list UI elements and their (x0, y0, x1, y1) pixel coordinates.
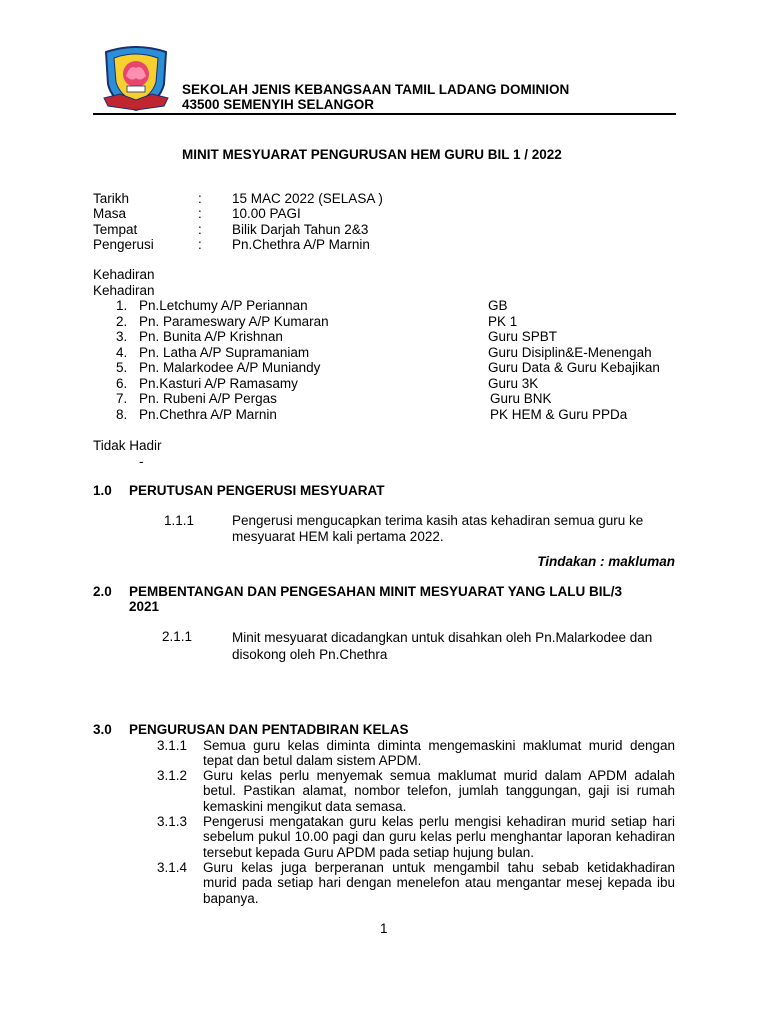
attendee-name: Pn.Letchumy A/P Periannan (139, 298, 308, 313)
attendee-number: 6. (116, 376, 128, 391)
item-text: Guru kelas juga berperanan untuk mengambil tahu sebab ketidakhadiran murid pada setiap hari dengan menelefon atau mengantar mesej kepada ibu bapanya. (203, 860, 675, 906)
section-title-continued: 2021 (129, 599, 160, 614)
meta-sep: : (198, 191, 202, 206)
attendee-number: 1. (116, 298, 128, 313)
meta-sep: : (198, 222, 202, 237)
meta-value-place: Bilik Darjah Tahun 2&3 (232, 222, 369, 237)
school-address: 43500 SEMENYIH SELANGOR (182, 97, 375, 112)
page-number: 1 (380, 921, 388, 936)
section-title: PEMBENTANGAN DAN PENGESAHAN MINIT MESYUARAT YANG LALU BIL/3 (129, 584, 623, 599)
school-logo (100, 44, 172, 114)
attendee-name: Pn.Chethra A/P Marnin (139, 407, 277, 422)
attendee-role: PK 1 (488, 314, 518, 329)
attendee-number: 5. (116, 360, 128, 375)
attendee-name: Pn. Bunita A/P Krishnan (139, 329, 283, 344)
section-number: 2.0 (93, 584, 112, 599)
meta-sep: : (198, 237, 202, 252)
attendee-number: 4. (116, 345, 128, 360)
page-title: MINIT MESYUARAT PENGURUSAN HEM GURU BIL 1 / 2022 (182, 147, 562, 162)
meta-label-place: Tempat (93, 222, 138, 237)
meta-value-chair: Pn.Chethra A/P Marnin (232, 237, 370, 252)
attendance-heading: Kehadiran (93, 267, 155, 282)
school-name: SEKOLAH JENIS KEBANGSAAN TAMIL LADANG DOMINION (182, 82, 570, 97)
item-number: 3.1.3 (157, 814, 188, 829)
header-divider (93, 113, 676, 115)
attendance-heading: Kehadiran (93, 283, 155, 298)
absent-label: Tidak Hadir (93, 438, 162, 453)
school-crest-icon (100, 44, 172, 114)
absent-value: - (139, 454, 144, 469)
item-number: 3.1.4 (157, 860, 188, 875)
item-text: Guru kelas perlu menyemak semua maklumat murid dalam APDM adalah betul. Pastikan alamat, nombor telefon, jumlah tanggungan, gaji isi rumah kemaskini mengikut data semasa. (203, 768, 675, 814)
attendee-number: 3. (116, 329, 128, 344)
item-text: Pengerusi mengucapkan terima kasih atas kehadiran semua guru ke mesyuarat HEM kali pertama 2022. (232, 513, 644, 544)
section-number: 1.0 (93, 483, 112, 498)
meta-sep: : (198, 206, 202, 221)
attendee-role: Guru Data & Guru Kebajikan (488, 360, 660, 375)
item-text: Pengerusi mengatakan guru kelas perlu mengisi kehadiran murid setiap hari sebelum pukul 10.00 pagi dan guru kelas perlu menghantar laporan kehadiran tersebut kepada Guru APDM pada setiap hujung bulan. (203, 814, 675, 860)
attendee-number: 2. (116, 314, 128, 329)
attendee-name: Pn. Malarkodee A/P Muniandy (139, 360, 321, 375)
attendee-role: Guru 3K (488, 376, 539, 391)
meta-label-date: Tarikh (93, 191, 130, 206)
attendee-role: Guru SPBT (488, 329, 558, 344)
attendee-name: Pn. Rubeni A/P Pergas (139, 391, 277, 406)
attendee-role: PK HEM & Guru PPDa (490, 407, 628, 422)
section-title: PENGURUSAN DAN PENTADBIRAN KELAS (129, 722, 409, 737)
attendee-role: Guru BNK (490, 391, 552, 406)
attendee-number: 8. (116, 407, 128, 422)
meta-label-chair: Pengerusi (93, 237, 154, 252)
item-number: 1.1.1 (164, 513, 195, 528)
section-number: 3.0 (93, 722, 112, 737)
attendee-name: Pn. Latha A/P Supramaniam (139, 345, 310, 360)
attendee-name: Pn.Kasturi A/P Ramasamy (139, 376, 298, 391)
item-text: Semua guru kelas diminta diminta mengemaskini maklumat murid dengan tepat dan betul dalam sistem APDM. (203, 738, 675, 769)
item-number: 3.1.2 (157, 768, 188, 783)
attendee-role: Guru Disiplin&E-Menengah (488, 345, 652, 360)
action-note: Tindakan : makluman (537, 554, 675, 569)
section-title: PERUTUSAN PENGERUSI MESYUARAT (129, 483, 385, 498)
attendee-role: GB (488, 298, 508, 313)
meta-value-time: 10.00 PAGI (232, 206, 301, 221)
meta-label-time: Masa (93, 206, 127, 221)
attendee-name: Pn. Parameswary A/P Kumaran (139, 314, 329, 329)
item-number: 3.1.1 (157, 738, 188, 753)
item-text: Minit mesyuarat dicadangkan untuk disahkan oleh Pn.Malarkodee dan disokong oleh Pn.Chethra (232, 630, 653, 662)
item-number: 2.1.1 (162, 629, 193, 644)
meta-value-date: 15 MAC 2022 (SELASA ) (232, 191, 383, 206)
attendee-number: 7. (116, 391, 128, 406)
